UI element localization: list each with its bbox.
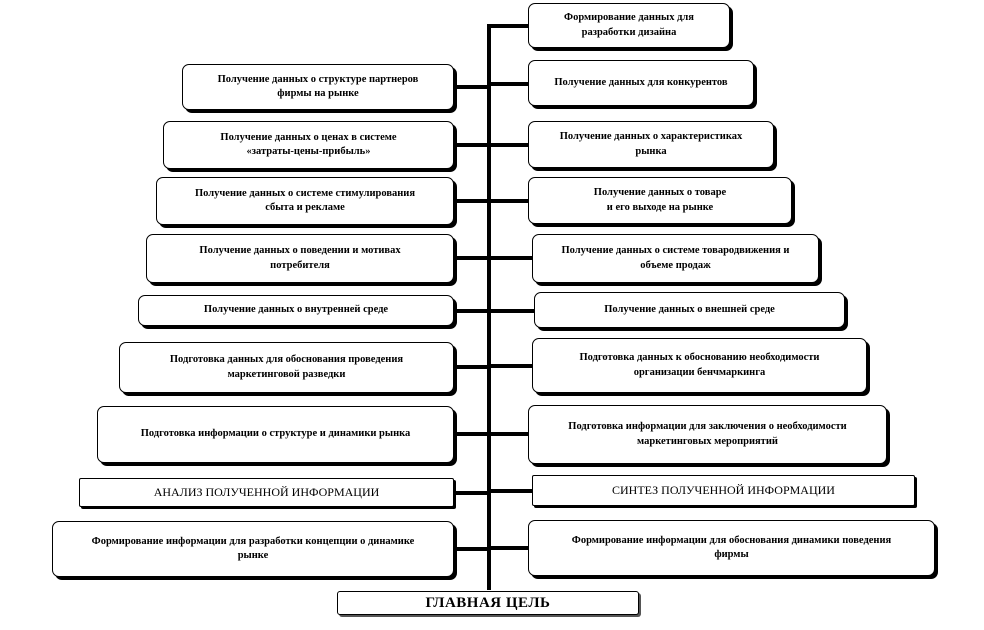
right-connector-9	[491, 489, 532, 493]
left-node-6: Подготовка данных для обоснования проведения маркетинговой разведки	[119, 342, 454, 393]
main-goal-box: ГЛАВНАЯ ЦЕЛЬ	[337, 591, 639, 615]
right-node-4: Получение данных о товаре и его выходе на рынке	[528, 177, 792, 224]
right-connector-5	[491, 256, 532, 260]
left-node-7: Подготовка информации о структуре и динамики рынка	[97, 406, 454, 463]
right-node-2: Получение данных для конкурентов	[528, 60, 754, 106]
left-node-3: Получение данных о системе стимулирования сбыта и рекламе	[156, 177, 454, 225]
right-node-8: Подготовка информации для заключения о необходимости маркетинговых мероприятий	[528, 405, 887, 464]
right-connector-3	[491, 143, 528, 147]
left-connector-5	[454, 309, 487, 313]
left-connector-2	[454, 143, 487, 147]
right-node-7: Подготовка данных к обоснованию необходимости организации бенчмаркинга	[532, 338, 867, 393]
left-connector-3	[454, 199, 487, 203]
right-node-10: Формирование информации для обоснования динамики поведения фирмы	[528, 520, 935, 576]
right-connector-6	[491, 309, 534, 313]
left-connector-1	[454, 85, 487, 89]
right-connector-4	[491, 199, 528, 203]
right-connector-10	[491, 546, 528, 550]
right-connector-8	[491, 432, 528, 436]
left-connector-9	[454, 547, 487, 551]
right-connector-2	[491, 82, 528, 86]
left-connector-8	[454, 491, 487, 495]
left-node-5: Получение данных о внутренней среде	[138, 295, 454, 326]
right-node-synthesis: СИНТЕЗ ПОЛУЧЕННОЙ ИНФОРМАЦИИ	[532, 475, 915, 506]
right-node-1: Формирование данных для разработки дизайна	[528, 3, 730, 48]
right-node-3: Получение данных о характеристиках рынка	[528, 121, 774, 168]
left-connector-7	[454, 432, 487, 436]
right-node-5: Получение данных о системе товародвижения и объеме продаж	[532, 234, 819, 283]
trunk-line	[487, 24, 491, 590]
left-node-1: Получение данных о структуре партнеров фирмы на рынке	[182, 64, 454, 110]
left-node-9: Формирование информации для разработки концепции о динамике рынке	[52, 521, 454, 577]
left-node-analysis: АНАЛИЗ ПОЛУЧЕННОЙ ИНФОРМАЦИИ	[79, 478, 454, 507]
left-node-4: Получение данных о поведении и мотивах потребителя	[146, 234, 454, 283]
left-connector-6	[454, 365, 487, 369]
left-connector-4	[454, 256, 487, 260]
left-node-2: Получение данных о ценах в системе «затраты-цены-прибыль»	[163, 121, 454, 169]
right-connector-1	[491, 24, 528, 28]
right-connector-7	[491, 364, 532, 368]
right-node-6: Получение данных о внешней среде	[534, 292, 845, 328]
